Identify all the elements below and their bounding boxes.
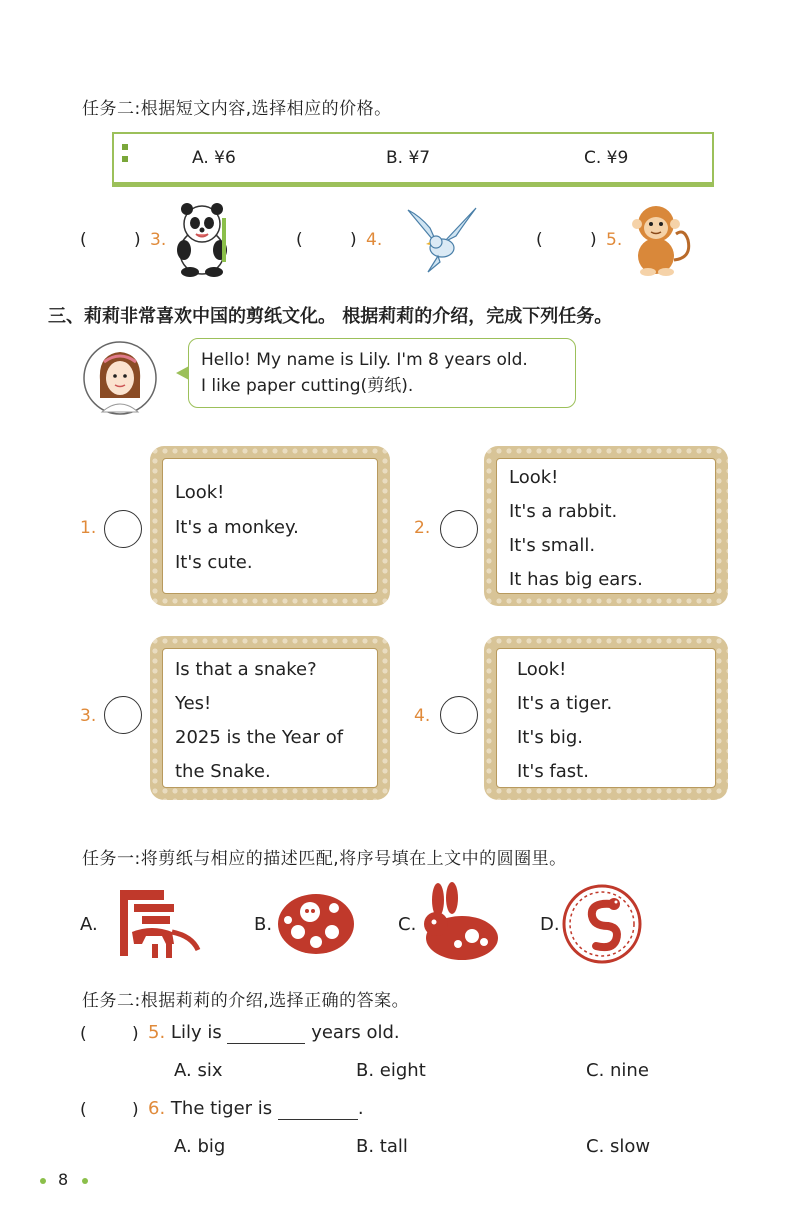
answer-paren-open: (	[536, 230, 543, 250]
question-5-text-after: years old.	[311, 1022, 400, 1043]
card2-line-2: It's a rabbit.	[509, 501, 618, 522]
bird-icon	[400, 206, 480, 276]
answer-blank-q6[interactable]	[96, 1100, 130, 1120]
price-option-b: B. ¥7	[386, 148, 431, 168]
papercut-monkey-icon	[274, 886, 358, 960]
footer-dot-right	[82, 1178, 88, 1184]
section3-title: 三、莉莉非常喜欢中国的剪纸文化。 根据莉莉的介绍，完成下列任务。	[48, 306, 613, 327]
papercut-tiger-icon	[112, 884, 202, 962]
price-options-box	[112, 132, 714, 184]
answer-blank-3[interactable]	[96, 230, 134, 250]
card1-line-3: It's cute.	[175, 552, 253, 573]
q5-option-a: A. six	[174, 1060, 223, 1081]
answer-paren-close: )	[590, 230, 597, 250]
card3-line-2: Yes!	[175, 693, 212, 714]
page-number: 8	[58, 1170, 69, 1189]
card2-line-3: It's small.	[509, 535, 596, 556]
price-option-c: C. ¥9	[584, 148, 629, 168]
question-5	[148, 1022, 400, 1044]
item-number-3: 3.	[150, 230, 167, 250]
card3-line-1: Is that a snake?	[175, 659, 317, 680]
card2-line-1: Look!	[509, 467, 559, 488]
decorative-dots	[122, 144, 128, 168]
question-6-blank	[278, 1098, 358, 1120]
q6-option-a: A. big	[174, 1136, 226, 1157]
answer-circle-4[interactable]	[440, 696, 478, 734]
card3-line-3: 2025 is the Year of	[175, 727, 344, 748]
papercut-label-b: B.	[254, 914, 273, 935]
card-number-4: 4.	[414, 706, 431, 726]
card4-line-1: Look!	[517, 659, 567, 680]
item-number-5: 5.	[606, 230, 623, 250]
footer-dot-left	[40, 1178, 46, 1184]
item-number-4: 4.	[366, 230, 383, 250]
question-5-text-before: Lily is	[170, 1022, 222, 1043]
bubble-line-1: Hello! My name is Lily. I'm 8 years old.	[201, 350, 528, 370]
answer-circle-3[interactable]	[104, 696, 142, 734]
papercut-label-c: C.	[398, 914, 417, 935]
papercut-rabbit-icon	[414, 882, 500, 964]
card-number-3: 3.	[80, 706, 97, 726]
card1-line-2: It's a monkey.	[175, 517, 299, 538]
papercut-label-a: A.	[80, 914, 98, 935]
card4-line-2: It's a tiger.	[517, 693, 613, 714]
lily-avatar	[82, 340, 158, 416]
panda-icon	[170, 200, 240, 278]
papercut-card-1	[150, 446, 390, 606]
speech-bubble	[188, 338, 576, 408]
monkey-icon	[626, 200, 694, 278]
question-6-text-before: The tiger is	[170, 1098, 273, 1119]
answer-paren-open: (	[80, 1100, 87, 1120]
bubble-line-2: I like paper cutting(剪纸).	[201, 376, 414, 396]
answer-paren-close: )	[134, 230, 141, 250]
papercut-card-2	[484, 446, 728, 606]
answer-paren-open: (	[296, 230, 303, 250]
q6-option-c: C. slow	[586, 1136, 651, 1157]
task1-title: 任务一:将剪纸与相应的描述匹配,将序号填在上文中的圆圈里。	[82, 849, 567, 869]
papercut-snake-icon	[562, 884, 642, 964]
card-number-1: 1.	[80, 518, 97, 538]
card3-line-4: the Snake.	[175, 761, 271, 782]
price-option-a: A. ¥6	[192, 148, 236, 168]
question-6-number: 6.	[148, 1098, 166, 1119]
question-5-blank	[227, 1022, 305, 1044]
answer-paren-open: (	[80, 1024, 87, 1044]
card2-line-4: It has big ears.	[509, 569, 643, 590]
answer-paren-close: )	[132, 1024, 139, 1044]
question-5-number: 5.	[148, 1022, 166, 1043]
q5-option-b: B. eight	[356, 1060, 426, 1081]
papercut-label-d: D.	[540, 914, 560, 935]
answer-paren-close: )	[350, 230, 357, 250]
question-6	[148, 1098, 364, 1120]
q6-option-b: B. tall	[356, 1136, 408, 1157]
answer-paren-open: (	[80, 230, 87, 250]
answer-blank-4[interactable]	[312, 230, 348, 250]
question-6-text-after: .	[357, 1098, 364, 1119]
q5-option-c: C. nine	[586, 1060, 649, 1081]
answer-circle-2[interactable]	[440, 510, 478, 548]
task2b-title: 任务二:根据莉莉的介绍,选择正确的答案。	[82, 991, 410, 1011]
papercut-card-4	[484, 636, 728, 800]
card-number-2: 2.	[414, 518, 431, 538]
card4-line-3: It's big.	[517, 727, 583, 748]
card1-line-1: Look!	[175, 482, 225, 503]
answer-blank-5[interactable]	[552, 230, 588, 250]
answer-blank-q5[interactable]	[96, 1024, 130, 1044]
papercut-card-3	[150, 636, 390, 800]
answer-paren-close: )	[132, 1100, 139, 1120]
task2-title: 任务二:根据短文内容,选择相应的价格。	[82, 99, 392, 119]
answer-circle-1[interactable]	[104, 510, 142, 548]
card4-line-4: It's fast.	[517, 761, 589, 782]
